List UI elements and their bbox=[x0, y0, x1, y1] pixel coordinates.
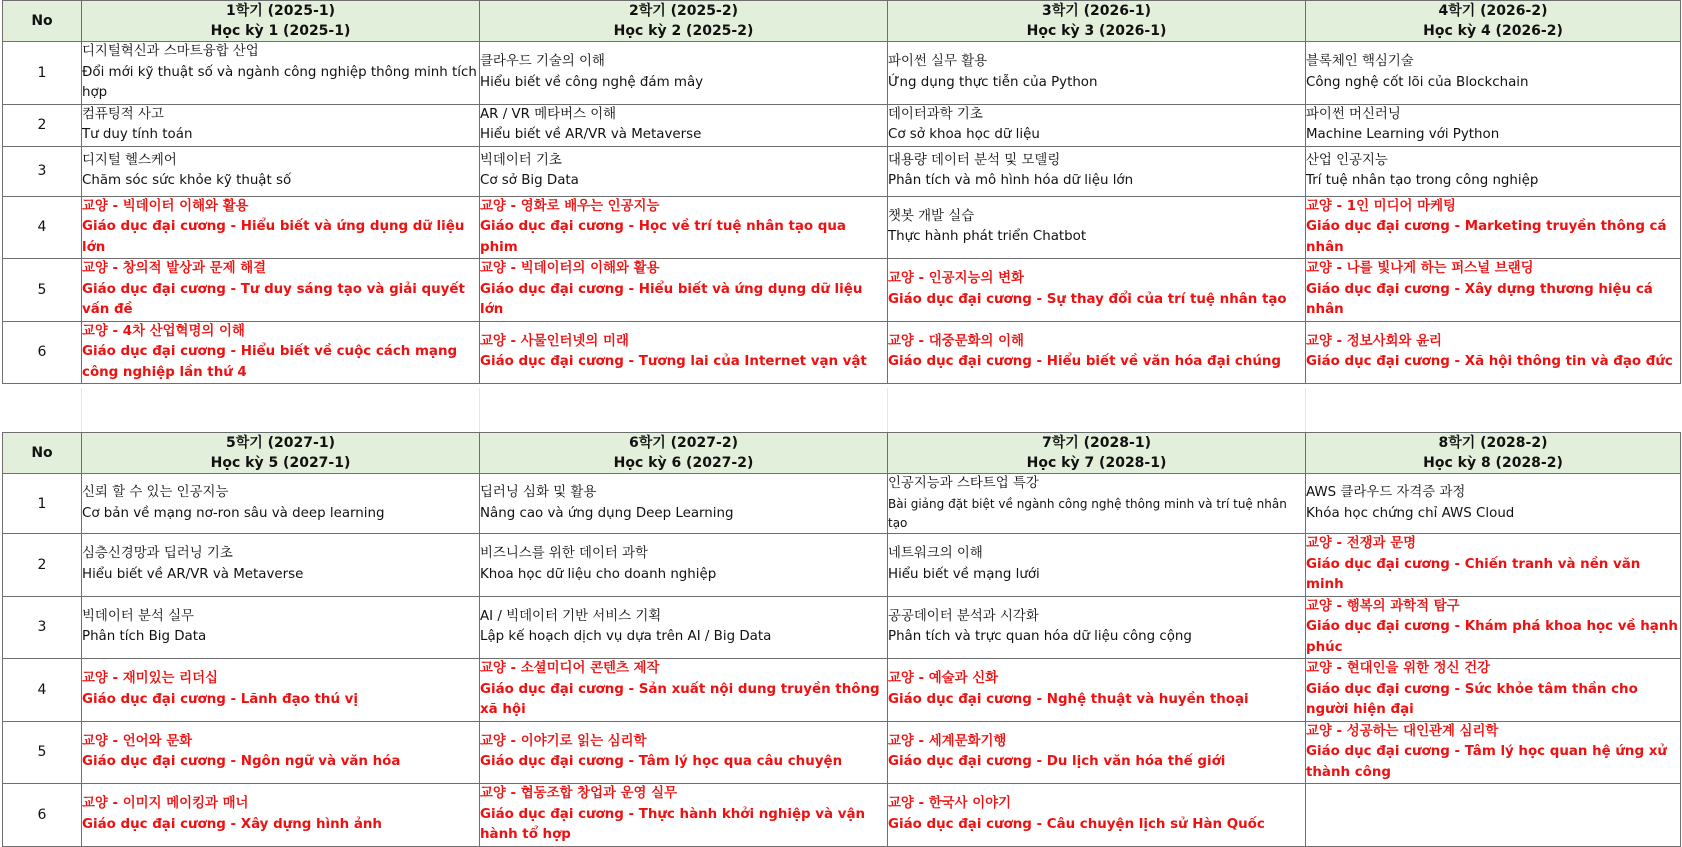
course-name-ko: 빅데이터 기초 bbox=[480, 152, 562, 168]
course-name-ko: 교양 - 4차 산업혁명의 이해 bbox=[82, 323, 245, 339]
row-number: 3 bbox=[3, 146, 82, 196]
semester-header: 7학기 (2028-1) Học kỳ 7 (2028-1) bbox=[888, 433, 1306, 474]
course-name-ko: 심층신경망과 딥러닝 기초 bbox=[82, 546, 233, 562]
course-name-vi: Giáo dục đại cương - Ngôn ngữ và văn hóa bbox=[82, 754, 401, 770]
course-name-ko: 신뢰 할 수 있는 인공지능 bbox=[82, 485, 229, 500]
course-name-ko: 교양 - 현대인을 위한 정신 건강 bbox=[1306, 661, 1491, 676]
course-name-vi: Tư duy tính toán bbox=[82, 127, 193, 142]
course-name-vi: Giáo dục đại cương - Lãnh đạo thú vị bbox=[82, 691, 358, 707]
course-name-vi: Giáo dục đại cương - Câu chuyện lịch sử Hàn Quốc bbox=[888, 816, 1265, 832]
course-cell bbox=[480, 196, 888, 259]
course-cell bbox=[82, 42, 480, 105]
course-cell bbox=[82, 146, 480, 196]
course-name-ko: 교양 - 사물인터넷의 미래 bbox=[480, 333, 629, 349]
course-name-vi: Nâng cao và ứng dụng Deep Learning bbox=[480, 505, 734, 521]
course-name-vi: Giáo dục đại cương - Du lịch văn hóa thế giới bbox=[888, 754, 1226, 770]
course-name-vi: Giáo dục đại cương - Thực hành khởi nghiệp và vận hành tổ hợp bbox=[480, 806, 866, 842]
course-name-ko: 교양 - 정보사회와 윤리 bbox=[1306, 333, 1442, 349]
course-name-vi: Giáo dục đại cương - Sự thay đổi của trí tuệ nhân tạo bbox=[888, 291, 1287, 307]
table-row bbox=[3, 474, 1681, 534]
course-name-ko: 교양 - 한국사 이야기 bbox=[888, 796, 1012, 812]
course-name-ko: 교양 - 빅데이터의 이해와 활용 bbox=[480, 261, 660, 276]
course-name-ko: AI / 빅데이터 기반 서비스 기획 bbox=[480, 608, 662, 624]
row-number: 2 bbox=[3, 534, 82, 597]
course-cell bbox=[480, 474, 888, 534]
course-cell bbox=[480, 534, 888, 597]
course-cell bbox=[1306, 196, 1681, 259]
course-name-vi: Phân tích và mô hình hóa dữ liệu lớn bbox=[888, 173, 1134, 188]
course-cell bbox=[82, 196, 480, 259]
course-name-vi: Giáo dục đại cương - Sức khỏe tâm thần cho người hiện đại bbox=[1306, 681, 1638, 717]
course-name-vi: Giáo dục đại cương - Sản xuất nội dung truyền thông xã hội bbox=[480, 681, 880, 717]
course-cell bbox=[888, 259, 1306, 322]
course-cell bbox=[1306, 721, 1681, 784]
course-name-vi: Giáo dục đại cương - Tâm lý học quan hệ ứng xử thành công bbox=[1306, 744, 1667, 780]
course-name-ko: 디지털 헬스케어 bbox=[82, 152, 177, 168]
course-cell bbox=[480, 659, 888, 722]
row-number: 6 bbox=[3, 321, 82, 384]
course-name-vi: Giáo dục đại cương - Xây dựng thương hiệu cá nhân bbox=[1306, 281, 1653, 317]
semester-header: 1학기 (2025-1) Học kỳ 1 (2025-1) bbox=[82, 1, 480, 42]
course-cell bbox=[1306, 596, 1681, 659]
course-name-ko: 교양 - 예술과 신화 bbox=[888, 671, 999, 687]
course-name-vi: Hiểu biết về AR/VR và Metaverse bbox=[82, 566, 304, 582]
row-number: 1 bbox=[3, 42, 82, 105]
row-number: 4 bbox=[3, 659, 82, 722]
table-row bbox=[3, 104, 1681, 146]
no-header: No bbox=[3, 1, 82, 42]
table-body bbox=[3, 474, 1681, 847]
course-cell bbox=[480, 42, 888, 105]
course-name-vi: Chăm sóc sức khỏe kỹ thuật số bbox=[82, 173, 292, 188]
course-name-ko: 교양 - 이야기로 읽는 심리학 bbox=[480, 733, 647, 749]
course-name-vi: Hiểu biết về mạng lưới bbox=[888, 566, 1040, 582]
semester-header: 8학기 (2028-2) Học kỳ 8 (2028-2) bbox=[1306, 433, 1681, 474]
course-cell bbox=[480, 321, 888, 384]
course-cell bbox=[82, 596, 480, 659]
course-name-ko: 교양 - 창의적 발상과 문제 해결 bbox=[82, 261, 267, 276]
course-name-ko: 교양 - 1인 미디어 마케팅 bbox=[1306, 198, 1456, 214]
course-name-ko: 교양 - 빅데이터 이해와 활용 bbox=[82, 198, 249, 214]
course-name-vi: Giáo dục đại cương - Chiến tranh và nền văn minh bbox=[1306, 556, 1641, 592]
course-cell bbox=[82, 784, 480, 847]
course-name-vi: Phân tích và trực quan hóa dữ liệu công cộng bbox=[888, 629, 1192, 645]
course-name-ko: 클라우드 기술의 이해 bbox=[480, 54, 605, 70]
course-name-vi: Giáo dục đại cương - Xây dựng hình ảnh bbox=[82, 816, 382, 832]
course-name-ko: 교양 - 행복의 과학적 탐구 bbox=[1306, 598, 1460, 614]
course-name-vi: Giáo dục đại cương - Nghệ thuật và huyền thoại bbox=[888, 691, 1249, 707]
course-cell bbox=[480, 104, 888, 146]
course-name-vi: Phân tích Big Data bbox=[82, 629, 207, 645]
course-cell bbox=[480, 784, 888, 847]
row-number: 5 bbox=[3, 721, 82, 784]
course-name-ko: 비즈니스를 위한 데이터 과학 bbox=[480, 546, 648, 562]
course-name-ko: 교양 - 세계문화기행 bbox=[888, 733, 1007, 749]
course-name-vi: Giáo dục đại cương - Hiểu biết về văn hóa đại chúng bbox=[888, 354, 1281, 370]
table-row bbox=[3, 146, 1681, 196]
course-name-ko: 교양 - 인공지능의 변화 bbox=[888, 271, 1024, 287]
course-name-ko: AWS 클라우드 자격증 과정 bbox=[1306, 485, 1466, 500]
schedule-table-2 bbox=[2, 432, 1681, 847]
table-row bbox=[3, 534, 1681, 597]
course-name-vi: Giáo dục đại cương - Marketing truyền thông cá nhân bbox=[1306, 219, 1667, 255]
course-cell bbox=[888, 659, 1306, 722]
course-cell bbox=[480, 596, 888, 659]
course-name-ko: 교양 - 전쟁과 문명 bbox=[1306, 536, 1417, 551]
course-name-vi: Giáo dục đại cương - Học về trí tuệ nhân tạo qua phim bbox=[480, 219, 846, 255]
course-name-vi: Giáo dục đại cương - Tư duy sáng tạo và giải quyết vấn đề bbox=[82, 281, 465, 317]
row-number: 6 bbox=[3, 784, 82, 847]
course-cell bbox=[82, 721, 480, 784]
course-name-vi: Machine Learning với Python bbox=[1306, 127, 1500, 142]
course-name-vi: Giáo dục đại cương - Tâm lý học qua câu chuyện bbox=[480, 754, 843, 770]
course-name-ko: 대용량 데이터 분석 및 모델링 bbox=[888, 152, 1061, 168]
course-cell bbox=[480, 721, 888, 784]
course-name-vi: Giáo dục đại cương - Hiểu biết về cuộc cách mạng công nghiệp lần thứ 4 bbox=[82, 344, 458, 380]
course-cell bbox=[888, 721, 1306, 784]
course-cell bbox=[888, 196, 1306, 259]
course-cell bbox=[82, 321, 480, 384]
course-name-vi: Trí tuệ nhân tạo trong công nghiệp bbox=[1306, 173, 1539, 188]
header-row bbox=[3, 1, 1681, 42]
course-name-ko: 파이썬 실무 활용 bbox=[888, 54, 988, 70]
course-name-ko: 컴퓨팅적 사고 bbox=[82, 106, 164, 122]
course-name-vi: Cơ sở khoa học dữ liệu bbox=[888, 127, 1040, 142]
course-cell bbox=[888, 42, 1306, 105]
course-name-ko: 파이썬 머신러닝 bbox=[1306, 106, 1401, 122]
course-cell bbox=[888, 146, 1306, 196]
course-name-ko: 디지털혁신과 스마트융합 산업 bbox=[82, 44, 259, 59]
course-name-vi: Thực hành phát triển Chatbot bbox=[888, 229, 1087, 245]
course-name-ko: 챗봇 개발 실습 bbox=[888, 208, 975, 224]
course-name-ko: 교양 - 나를 빛나게 하는 퍼스널 브랜딩 bbox=[1306, 261, 1534, 276]
course-cell bbox=[82, 659, 480, 722]
table-row bbox=[3, 42, 1681, 105]
course-name-vi: Giáo dục đại cương - Xã hội thông tin và đạo đức bbox=[1306, 354, 1673, 370]
row-number: 2 bbox=[3, 104, 82, 146]
course-cell bbox=[1306, 321, 1681, 384]
course-name-ko: 교양 - 협동조합 창업과 운영 실무 bbox=[480, 786, 678, 801]
row-number: 4 bbox=[3, 196, 82, 259]
course-name-vi: Cơ sở Big Data bbox=[480, 173, 579, 188]
semester-header: 3학기 (2026-1) Học kỳ 3 (2026-1) bbox=[888, 1, 1306, 42]
empty-cell bbox=[1306, 784, 1681, 847]
table-row bbox=[3, 659, 1681, 722]
course-name-ko: 교양 - 언어와 문화 bbox=[82, 733, 193, 749]
semester-header: 5학기 (2027-1) Học kỳ 5 (2027-1) bbox=[82, 433, 480, 474]
course-name-ko: 인공지능과 스타트업 특강 bbox=[888, 476, 1039, 492]
course-cell bbox=[888, 784, 1306, 847]
course-name-vi: Giáo dục đại cương - Tương lai của Internet vạn vật bbox=[480, 354, 867, 370]
course-cell bbox=[1306, 146, 1681, 196]
course-name-vi: Ứng dụng thực tiễn của Python bbox=[888, 74, 1098, 90]
row-number: 3 bbox=[3, 596, 82, 659]
course-name-ko: 딥러닝 심화 및 활용 bbox=[480, 485, 597, 500]
course-name-vi: Lập kế hoạch dịch vụ dựa trên AI / Big Data bbox=[480, 629, 772, 645]
table-body bbox=[3, 42, 1681, 384]
course-cell bbox=[888, 474, 1306, 534]
table-row bbox=[3, 721, 1681, 784]
course-name-vi: Khoa học dữ liệu cho doanh nghiệp bbox=[480, 566, 717, 582]
row-number: 5 bbox=[3, 259, 82, 322]
course-name-ko: 네트워크의 이해 bbox=[888, 546, 983, 562]
course-name-vi: Bài giảng đặt biệt về ngành công nghệ thông minh và trí tuệ nhân tạo bbox=[888, 496, 1287, 530]
header-row bbox=[3, 433, 1681, 474]
course-name-ko: 교양 - 이미지 메이킹과 매너 bbox=[82, 796, 249, 812]
course-name-ko: 교양 - 소셜미디어 콘텐츠 제작 bbox=[480, 661, 660, 676]
course-name-vi: Giáo dục đại cương - Hiểu biết và ứng dụng dữ liệu lớn bbox=[82, 219, 465, 255]
course-name-ko: 빅데이터 분석 실무 bbox=[82, 608, 194, 624]
table-row bbox=[3, 596, 1681, 659]
course-name-ko: 산업 인공지능 bbox=[1306, 152, 1388, 168]
course-name-ko: 교양 - 영화로 배우는 인공지능 bbox=[480, 198, 660, 214]
table-row bbox=[3, 784, 1681, 847]
course-cell bbox=[1306, 474, 1681, 534]
course-cell bbox=[1306, 259, 1681, 322]
table-row bbox=[3, 259, 1681, 322]
course-cell bbox=[888, 104, 1306, 146]
course-cell bbox=[888, 321, 1306, 384]
course-name-vi: Cơ bản về mạng nơ-ron sâu và deep learning bbox=[82, 505, 385, 521]
course-cell bbox=[888, 596, 1306, 659]
course-name-ko: 블록체인 핵심기술 bbox=[1306, 54, 1414, 70]
course-name-vi: Giáo dục đại cương - Khám phá khoa học về hạnh phúc bbox=[1306, 619, 1678, 655]
course-cell bbox=[480, 146, 888, 196]
course-name-ko: 데이터과학 기초 bbox=[888, 106, 983, 122]
course-name-vi: Hiểu biết về AR/VR và Metaverse bbox=[480, 127, 702, 142]
semester-header: 4학기 (2026-2) Học kỳ 4 (2026-2) bbox=[1306, 1, 1681, 42]
course-cell bbox=[480, 259, 888, 322]
course-cell bbox=[1306, 534, 1681, 597]
table-row bbox=[3, 321, 1681, 384]
table-row bbox=[3, 196, 1681, 259]
semester-header: 6학기 (2027-2) Học kỳ 6 (2027-2) bbox=[480, 433, 888, 474]
course-name-ko: 교양 - 재미있는 리더십 bbox=[82, 671, 218, 687]
course-name-vi: Khóa học chứng chỉ AWS Cloud bbox=[1306, 505, 1515, 521]
semester-header: 2학기 (2025-2) Học kỳ 2 (2025-2) bbox=[480, 1, 888, 42]
course-cell bbox=[82, 474, 480, 534]
course-cell bbox=[82, 104, 480, 146]
schedule-table-1 bbox=[2, 0, 1681, 384]
table-gap bbox=[2, 388, 1680, 432]
course-name-ko: 교양 - 대중문화의 이해 bbox=[888, 333, 1024, 349]
course-name-vi: Hiểu biết về công nghệ đám mây bbox=[480, 74, 704, 90]
row-number: 1 bbox=[3, 474, 82, 534]
course-name-vi: Giáo dục đại cương - Hiểu biết và ứng dụng dữ liệu lớn bbox=[480, 281, 863, 317]
course-name-ko: AR / VR 메타버스 이해 bbox=[480, 106, 617, 122]
course-cell bbox=[1306, 659, 1681, 722]
course-cell bbox=[888, 534, 1306, 597]
course-cell bbox=[82, 534, 480, 597]
course-name-ko: 교양 - 성공하는 대인관계 심리학 bbox=[1306, 723, 1499, 739]
course-name-ko: 공공데이터 분석과 시각화 bbox=[888, 608, 1039, 624]
course-name-vi: Đổi mới kỹ thuật số và ngành công nghiệp thông minh tích hợp bbox=[82, 64, 477, 100]
course-cell bbox=[82, 259, 480, 322]
no-header: No bbox=[3, 433, 82, 474]
course-cell bbox=[1306, 42, 1681, 105]
course-name-vi: Công nghệ cốt lõi của Blockchain bbox=[1306, 74, 1529, 90]
course-cell bbox=[1306, 104, 1681, 146]
